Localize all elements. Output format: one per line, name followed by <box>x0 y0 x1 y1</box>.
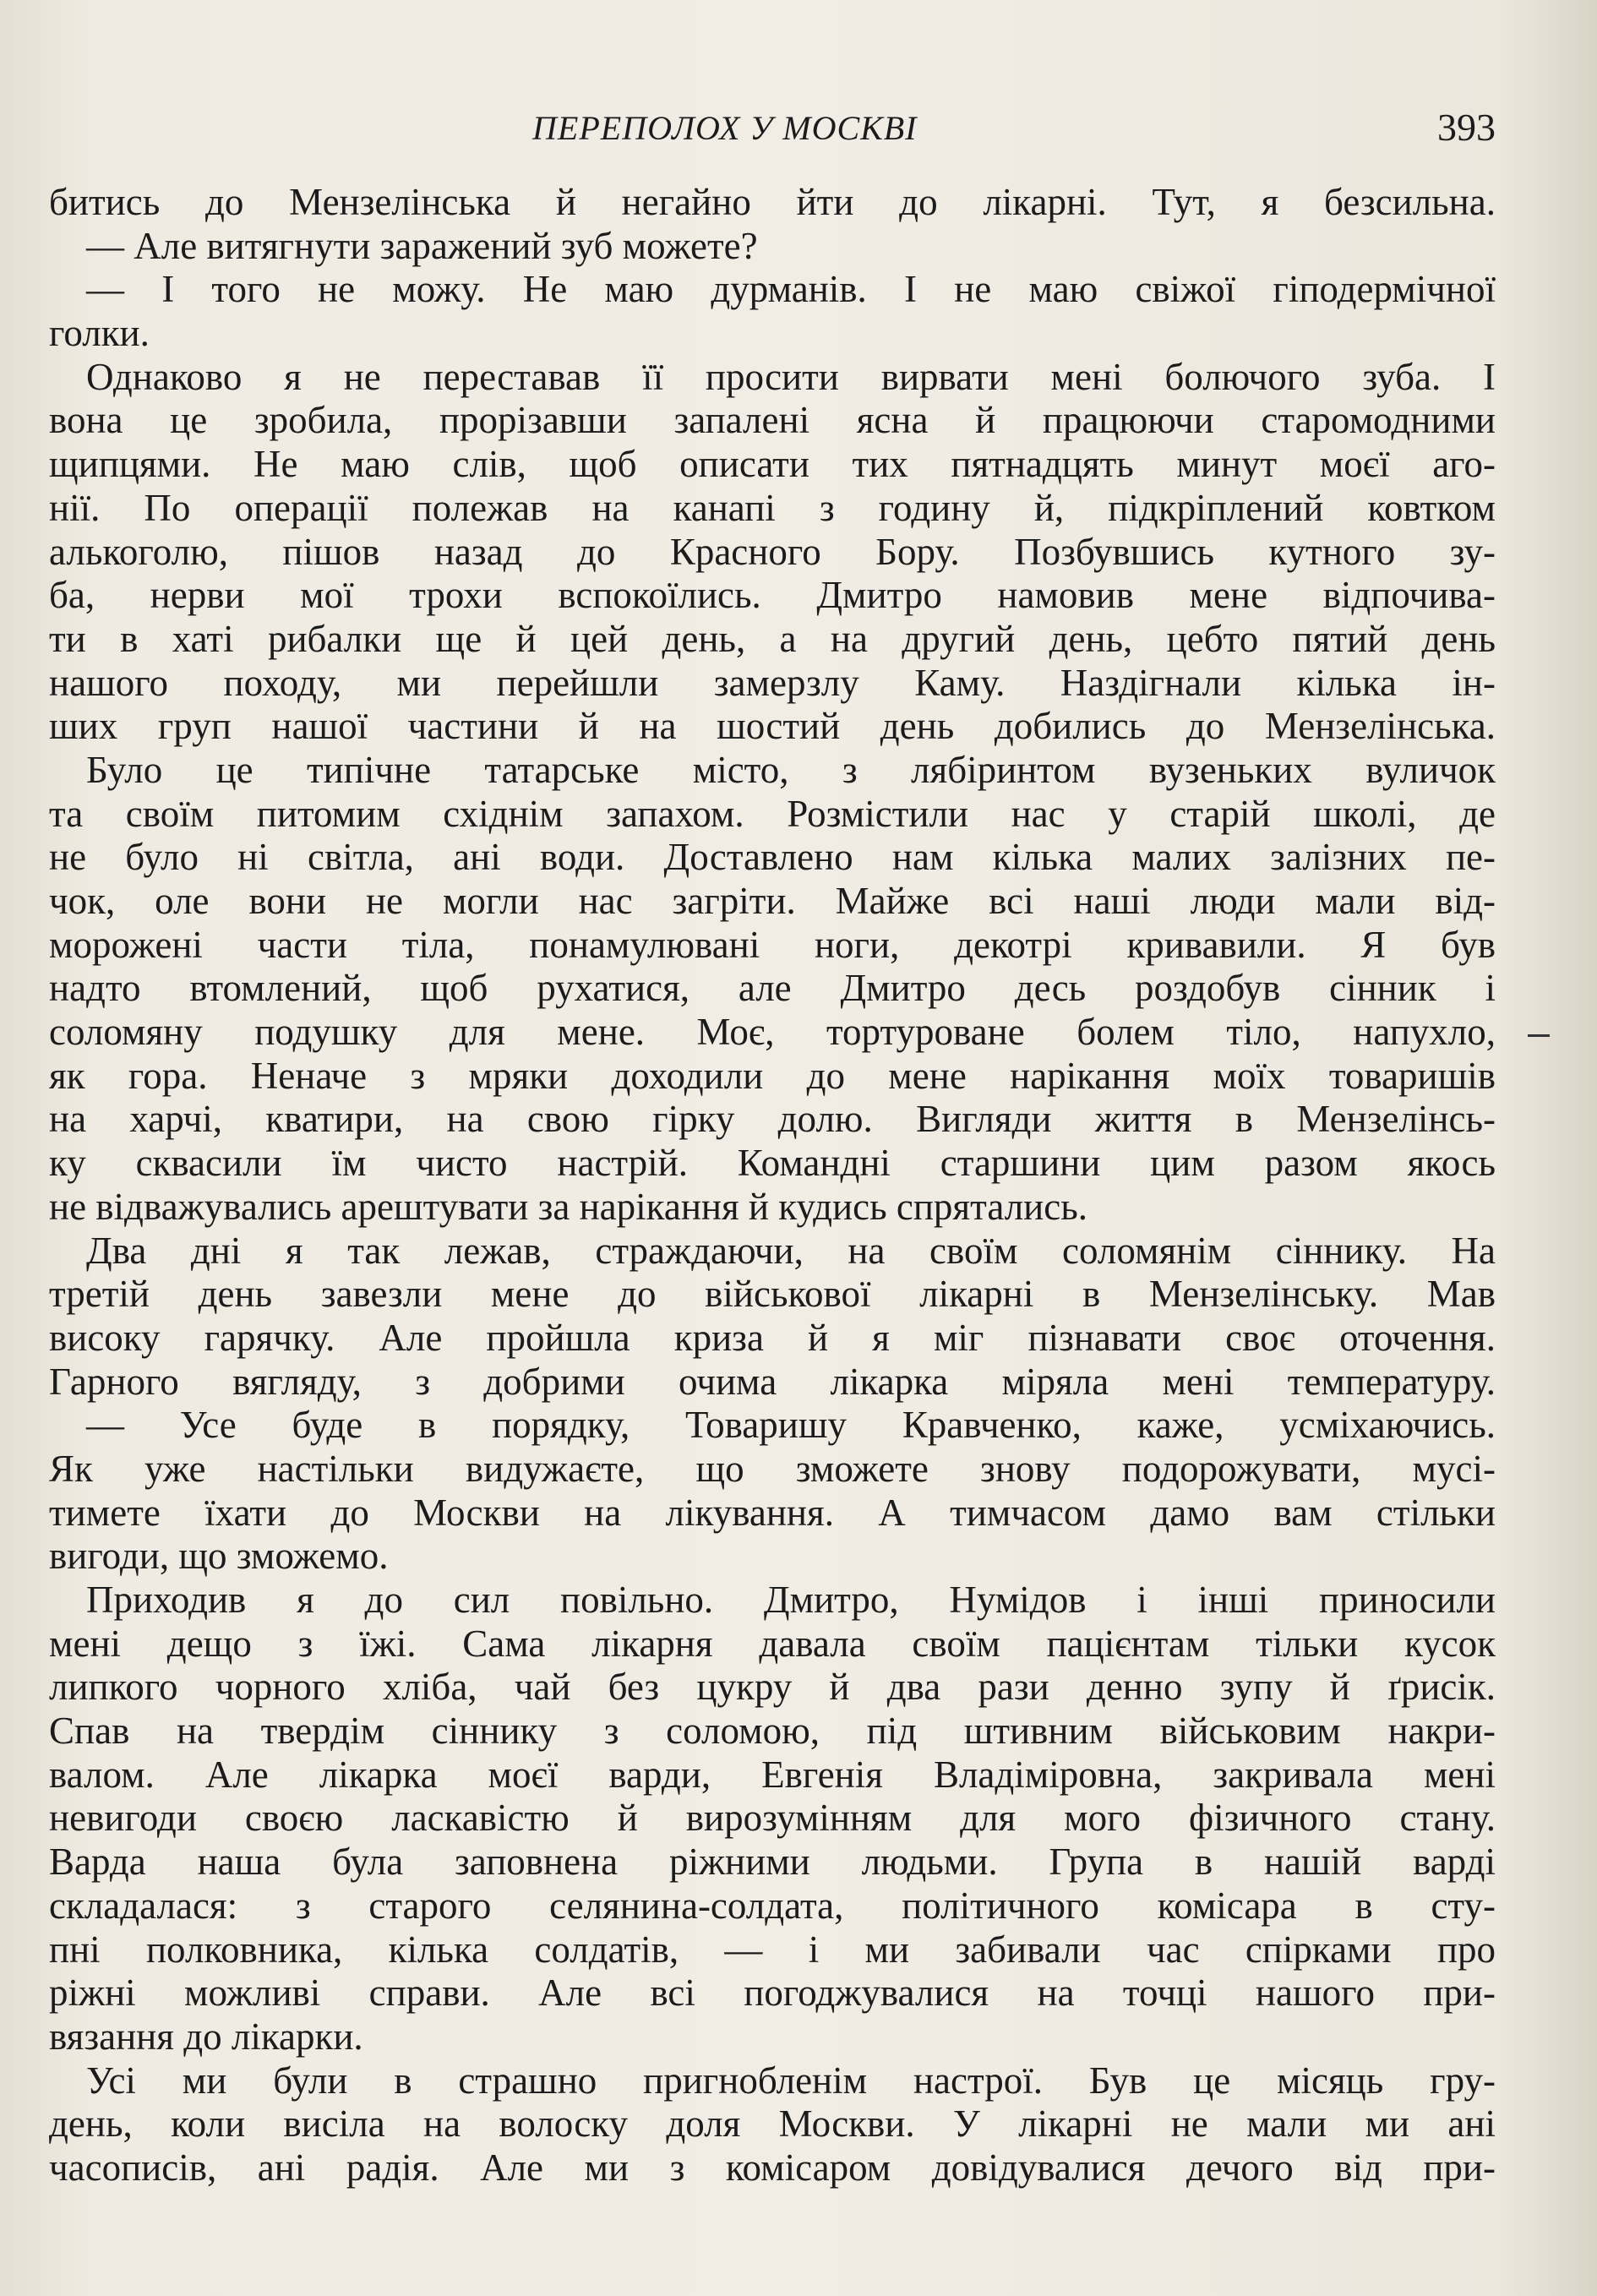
running-title: ПЕРЕПОЛОХ У МОСКВІ <box>532 109 918 147</box>
text-line: день, коли висіла на волоску доля Москви. У лікарні не мали ми ані <box>49 2102 1496 2146</box>
text-line: щипцями. Не маю слів, щоб описати тих пятнадцять минут моєї аго- <box>49 443 1496 486</box>
text-line: Приходив я до сил повільно. Дмитро, Нумідов і інші приносили <box>86 1579 1496 1621</box>
text-line: та своїм питомим східнім запахом. Розмістили нас у старій школі, де <box>49 792 1496 835</box>
text-line: Гарного вягляду, з добрими очима лікарка міряла мені температуру. <box>49 1360 1496 1403</box>
text-line: — Але витягнути заражений зуб можете? <box>86 224 758 267</box>
text-line: складалася: з старого селянина-солдата, політичного комісара в сту- <box>49 1884 1496 1927</box>
text-line: ріжні можливі справи. Але всі погоджувалися на точці нашого при- <box>49 1972 1496 2015</box>
text-line: соломяну подушку для мене. Моє, тортуроване болем тіло, напухло, <box>49 1011 1496 1054</box>
text-line: вона це зробила, прорізавши запалені ясна й працюючи старомодними <box>49 399 1496 442</box>
text-line: битись до Мензелінська й негайно йти до лікарні. Тут, я безсильна. <box>49 181 1496 223</box>
text-line: ку сквасили їм чисто настрій. Командні старшини цим разом якось <box>49 1142 1496 1185</box>
text-line: Було це типічне татарське місто, з лябіринтом вузеньких вуличок <box>86 748 1496 791</box>
text-line: Усі ми були в страшно пригнобленім настрої. Був це місяць гру- <box>86 2059 1496 2102</box>
page-header <box>51 108 1496 159</box>
text-line: валом. Але лікарка моєї варди, Евгенія Владіміровна, закривала мені <box>49 1753 1496 1796</box>
text-line: не відважувались арештувати за нарікання й кудись спрятались. <box>49 1185 1087 1228</box>
text-line: морожені части тіла, понамулювані ноги, декотрі кривавили. Я був <box>49 923 1496 966</box>
text-line: тимете їхати до Москви на лікування. А тимчасом дамо вам стільки <box>49 1491 1496 1534</box>
page-number: 393 <box>1437 106 1496 149</box>
text-line: Як уже настільки видужаєте, що зможете знову подорожувати, мусі- <box>49 1447 1496 1490</box>
text-line: часописів, ані радія. Але ми з комісаром довідувалися дечого від при- <box>49 2146 1496 2189</box>
text-line: — І того не можу. Не маю дурманів. І не маю свіжої гіподермічної <box>86 268 1496 311</box>
text-line: вигоди, що зможемо. <box>49 1535 389 1578</box>
text-line: високу гарячку. Але пройшла криза й я міг пізнавати своє оточення. <box>49 1316 1496 1359</box>
text-line: Спав на твердім сіннику з соломою, під штивним військовим накри- <box>49 1710 1496 1753</box>
text-line: — Усе буде в порядку, Товаришу Кравченко, каже, усміхаючись. <box>86 1404 1496 1447</box>
text-line: Два дні я так лежав, страждаючи, на своїм соломянім сіннику. На <box>86 1229 1496 1272</box>
text-line: вязання до лікарки. <box>49 2015 363 2058</box>
text-line: Варда наша була заповнена ріжними людьми. Група в нашій варді <box>49 1841 1496 1884</box>
text-line: Однаково я не переставав її просити вирвати мені болючого зуба. І <box>86 355 1496 398</box>
text-line: алькоголю, пішов назад до Красного Бору. Позбувшись кутного зу- <box>49 530 1496 573</box>
text-line: чок, оле вони не могли нас загріти. Майже всі наші люди мали від- <box>49 880 1496 922</box>
text-line: нашого походу, ми перейшли замерзлу Каму. Наздігнали кілька ін- <box>49 661 1496 704</box>
text-line: нії. По операції полежав на канапі з годину й, підкріплений ковтком <box>49 486 1496 529</box>
text-line: як гора. Неначе з мряки доходили до мене нарікання моїх товаришів <box>49 1054 1496 1097</box>
text-line: ти в хаті рибалки ще й цей день, а на другий день, цебто пятий день <box>49 617 1496 660</box>
text-line: невигоди своєю ласкавістю й вирозумінням для мого фізичного стану. <box>49 1797 1496 1840</box>
text-line: липкого чорного хліба, чай без цукру й два рази денно зупу й ґрисік. <box>49 1666 1496 1709</box>
text-line: на харчі, кватири, на свою гірку долю. Вигляди життя в Мензелінсь- <box>49 1098 1496 1141</box>
text-line: пні полковника, кілька солдатів, — і ми забивали час спірками про <box>49 1928 1496 1971</box>
text-line: не було ні світла, ані води. Доставлено нам кілька малих залізних пе- <box>49 836 1496 879</box>
text-line: третій день завезли мене до військової лікарні в Мензелінську. Мав <box>49 1273 1496 1316</box>
text-line: голки. <box>49 312 150 355</box>
text-line: надто втомлений, щоб рухатися, але Дмитро десь роздобув сінник і <box>49 967 1496 1010</box>
text-line: ба, нерви мої трохи вспокоїлись. Дмитро намовив мене відпочива- <box>49 574 1496 617</box>
text-line: мені дещо з їжі. Сама лікарня давала своїм пацієнтам тільки кусок <box>49 1622 1496 1665</box>
text-line: ших груп нашої частини й на шостий день добились до Мензелінська. <box>49 705 1496 748</box>
margin-dash-mark <box>1528 1034 1550 1037</box>
body-text <box>49 181 1496 2190</box>
